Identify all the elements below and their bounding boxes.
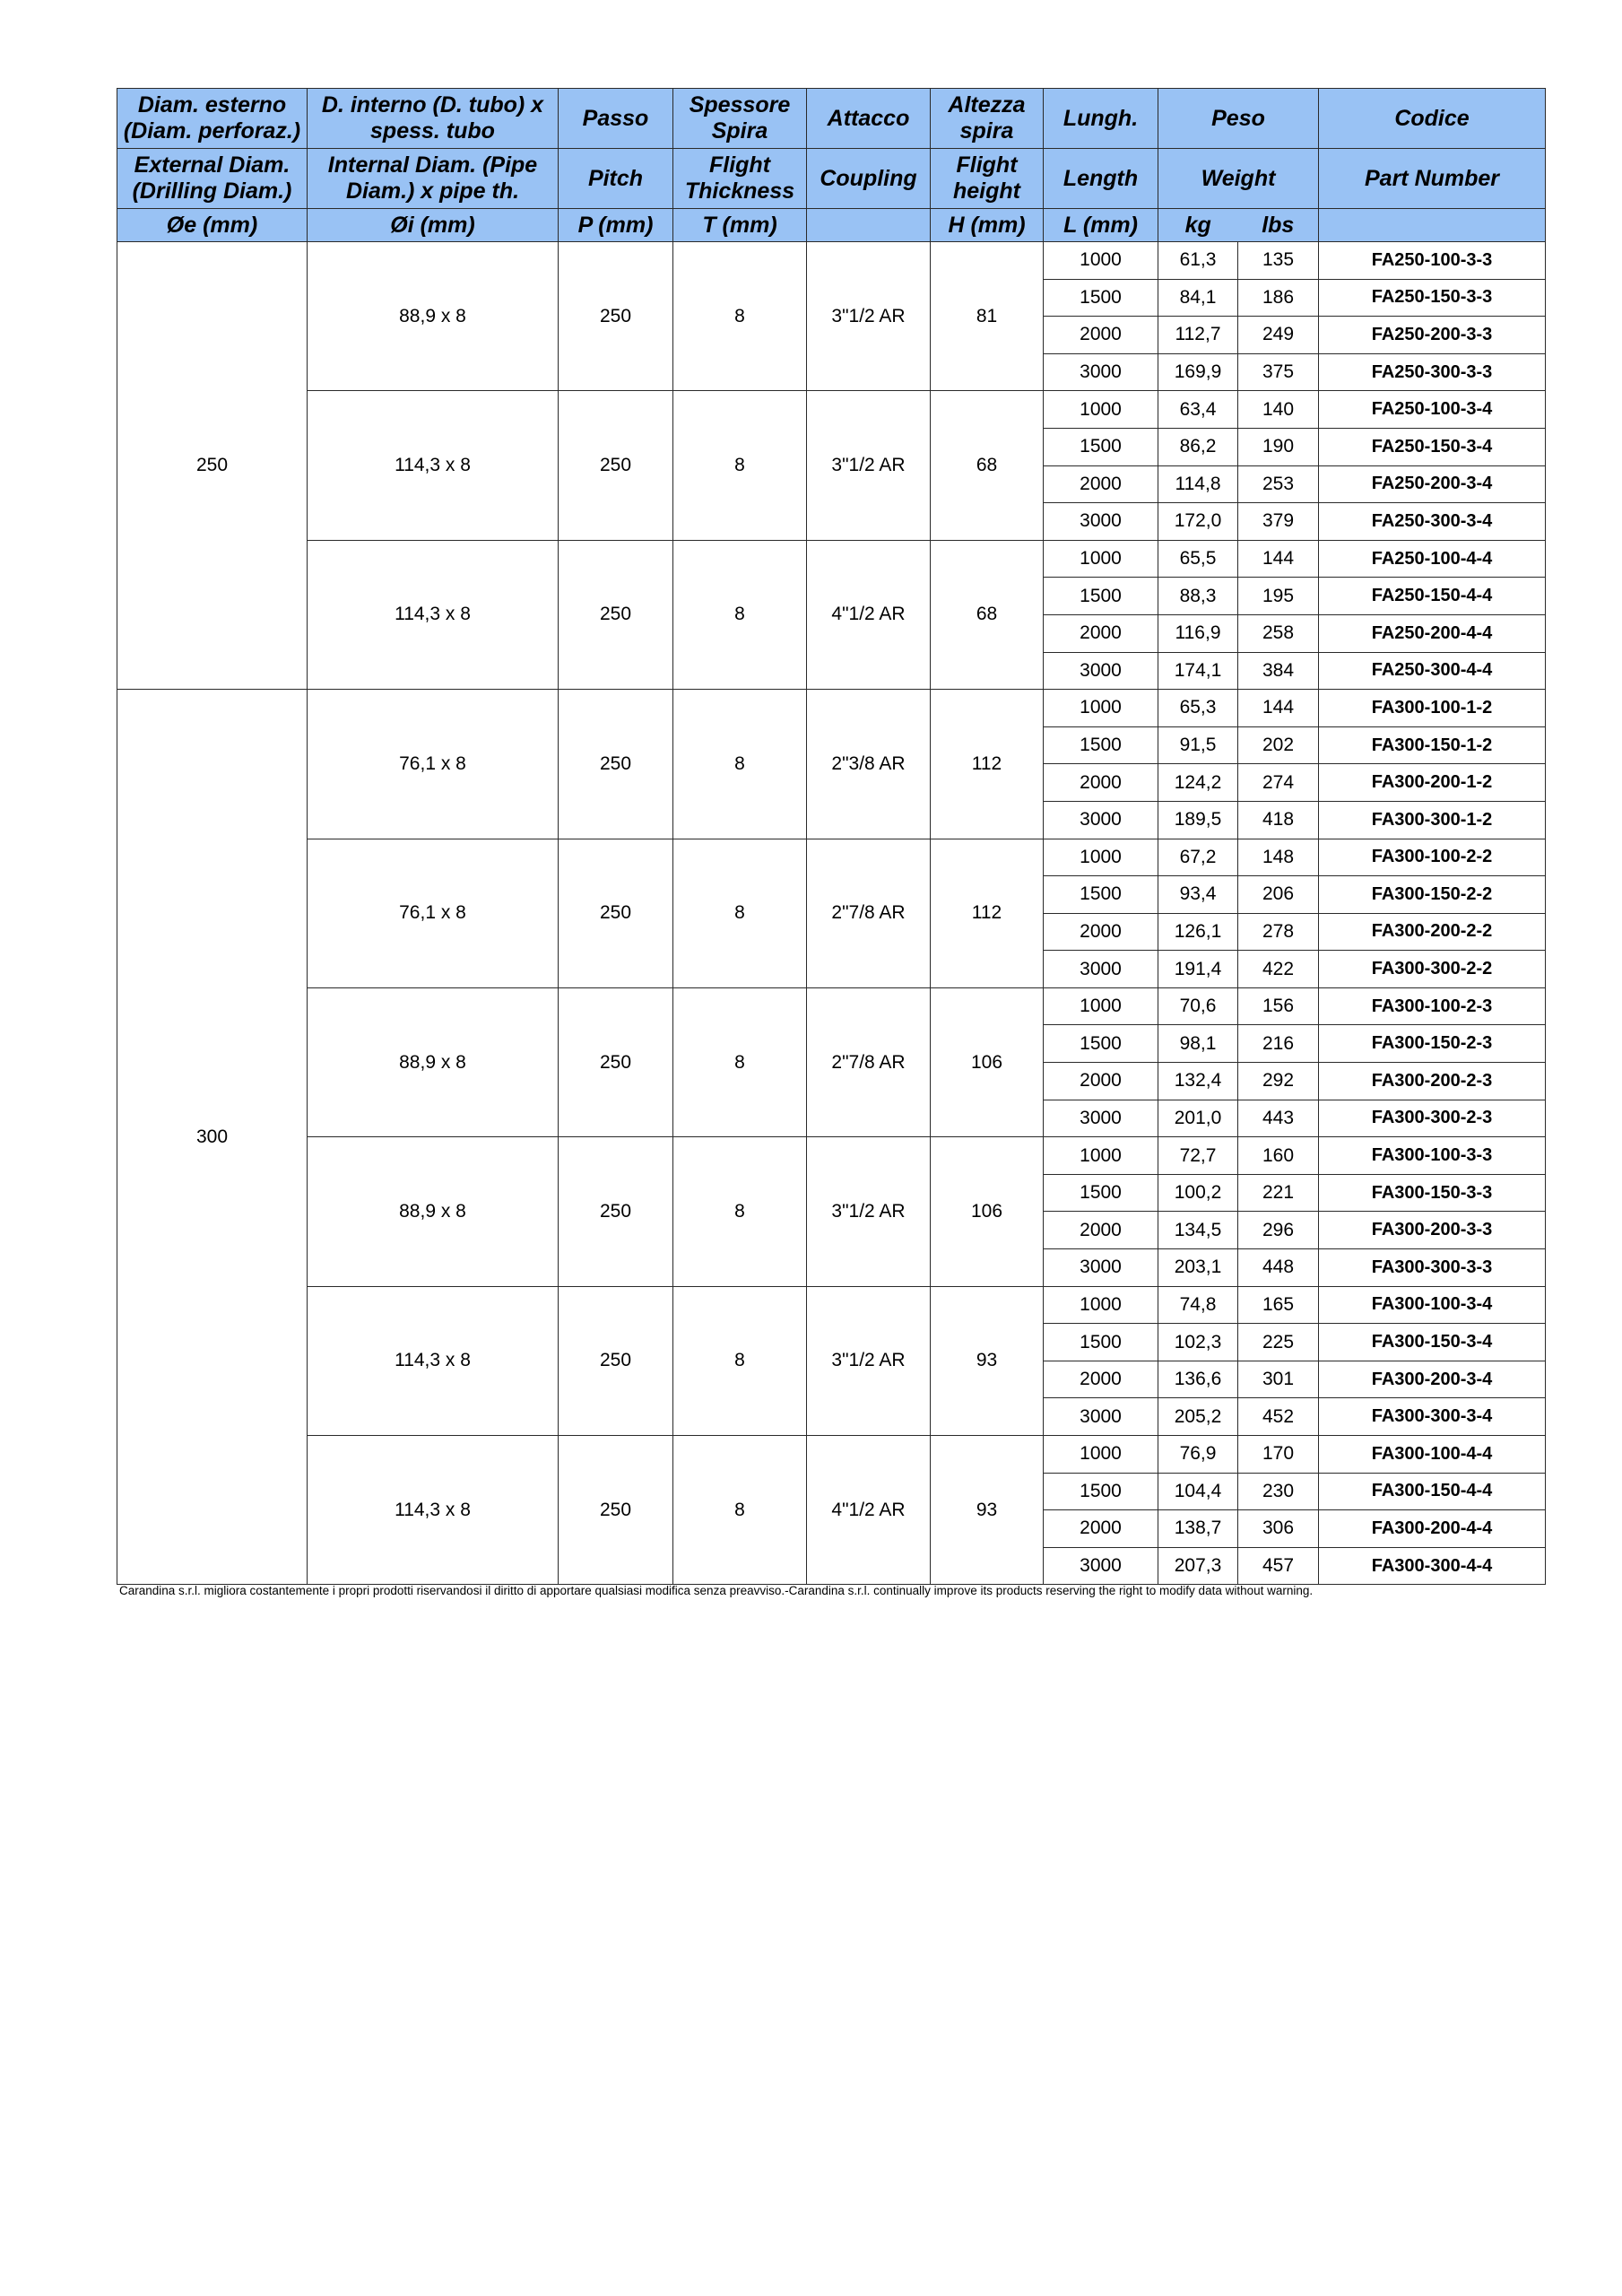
product-spec-table	[117, 88, 1546, 1585]
cell-part-number: FA250-200-3-3	[1319, 317, 1546, 354]
cell-part-number: FA250-150-4-4	[1319, 578, 1546, 615]
cell-weight-lbs: 249	[1238, 317, 1319, 354]
cell-part-number: FA300-300-2-3	[1319, 1100, 1546, 1137]
header-length-it: Lungh.	[1044, 89, 1158, 149]
cell-length: 1500	[1044, 1174, 1158, 1212]
header-length-en: Length	[1044, 149, 1158, 209]
cell-height: 81	[931, 242, 1044, 391]
cell-length: 2000	[1044, 1361, 1158, 1398]
table-row	[117, 1286, 1546, 1324]
header-height-en: Flight height	[931, 149, 1044, 209]
cell-weight-lbs: 144	[1238, 690, 1319, 727]
cell-weight-kg: 100,2	[1158, 1174, 1238, 1212]
cell-pitch: 250	[559, 987, 673, 1136]
cell-height: 93	[931, 1436, 1044, 1585]
header-code-en: Part Number	[1319, 149, 1546, 209]
cell-weight-lbs: 186	[1238, 279, 1319, 317]
cell-thickness: 8	[673, 1137, 807, 1286]
cell-length: 1000	[1044, 391, 1158, 429]
cell-weight-lbs: 195	[1238, 578, 1319, 615]
cell-length: 3000	[1044, 1249, 1158, 1287]
cell-length: 3000	[1044, 353, 1158, 391]
cell-part-number: FA300-150-4-4	[1319, 1473, 1546, 1510]
cell-int-diam: 76,1 x 8	[308, 690, 559, 839]
unit-weight-lbs: lbs	[1238, 209, 1319, 242]
cell-part-number: FA300-100-4-4	[1319, 1436, 1546, 1474]
cell-part-number: FA300-100-1-2	[1319, 690, 1546, 727]
cell-int-diam: 114,3 x 8	[308, 1286, 559, 1435]
cell-part-number: FA300-300-1-2	[1319, 801, 1546, 839]
cell-thickness: 8	[673, 540, 807, 689]
cell-length: 2000	[1044, 764, 1158, 802]
cell-length: 3000	[1044, 652, 1158, 690]
cell-part-number: FA300-100-3-3	[1319, 1137, 1546, 1175]
cell-length: 2000	[1044, 317, 1158, 354]
unit-height: H (mm)	[931, 209, 1044, 242]
cell-int-diam: 88,9 x 8	[308, 242, 559, 391]
cell-weight-kg: 132,4	[1158, 1063, 1238, 1100]
cell-weight-kg: 84,1	[1158, 279, 1238, 317]
cell-part-number: FA300-300-3-3	[1319, 1249, 1546, 1287]
cell-int-diam: 88,9 x 8	[308, 987, 559, 1136]
cell-height: 68	[931, 391, 1044, 540]
cell-thickness: 8	[673, 690, 807, 839]
cell-part-number: FA250-100-4-4	[1319, 540, 1546, 578]
cell-weight-kg: 116,9	[1158, 614, 1238, 652]
header-row-english	[117, 149, 1546, 209]
cell-part-number: FA300-200-2-2	[1319, 913, 1546, 951]
cell-length: 1500	[1044, 1025, 1158, 1063]
header-weight-it: Peso	[1158, 89, 1319, 149]
unit-code	[1319, 209, 1546, 242]
cell-weight-kg: 203,1	[1158, 1249, 1238, 1287]
cell-weight-kg: 63,4	[1158, 391, 1238, 429]
cell-length: 3000	[1044, 801, 1158, 839]
cell-weight-lbs: 418	[1238, 801, 1319, 839]
cell-weight-lbs: 165	[1238, 1286, 1319, 1324]
cell-length: 2000	[1044, 614, 1158, 652]
cell-part-number: FA300-100-2-2	[1319, 839, 1546, 876]
header-thickness-it: Spessore Spira	[673, 89, 807, 149]
cell-weight-lbs: 375	[1238, 353, 1319, 391]
cell-height: 93	[931, 1286, 1044, 1435]
cell-weight-kg: 136,6	[1158, 1361, 1238, 1398]
cell-part-number: FA300-200-2-3	[1319, 1063, 1546, 1100]
cell-length: 2000	[1044, 465, 1158, 503]
unit-thickness: T (mm)	[673, 209, 807, 242]
cell-weight-lbs: 258	[1238, 614, 1319, 652]
cell-weight-kg: 191,4	[1158, 951, 1238, 988]
cell-height: 68	[931, 540, 1044, 689]
cell-part-number: FA250-200-4-4	[1319, 614, 1546, 652]
cell-length: 3000	[1044, 1100, 1158, 1137]
cell-weight-lbs: 140	[1238, 391, 1319, 429]
cell-part-number: FA300-150-2-2	[1319, 876, 1546, 914]
cell-pitch: 250	[559, 1137, 673, 1286]
header-code-it: Codice	[1319, 89, 1546, 149]
header-coupling-en: Coupling	[807, 149, 931, 209]
cell-weight-kg: 126,1	[1158, 913, 1238, 951]
cell-length: 1500	[1044, 279, 1158, 317]
unit-pitch: P (mm)	[559, 209, 673, 242]
cell-int-diam: 114,3 x 8	[308, 1436, 559, 1585]
cell-int-diam: 76,1 x 8	[308, 839, 559, 987]
unit-weight-kg: kg	[1158, 209, 1238, 242]
cell-part-number: FA250-100-3-3	[1319, 242, 1546, 280]
cell-weight-kg: 138,7	[1158, 1510, 1238, 1548]
cell-height: 106	[931, 987, 1044, 1136]
cell-weight-lbs: 221	[1238, 1174, 1319, 1212]
cell-coupling: 2"3/8 AR	[807, 690, 931, 839]
cell-weight-kg: 114,8	[1158, 465, 1238, 503]
cell-length: 1500	[1044, 1324, 1158, 1361]
cell-pitch: 250	[559, 839, 673, 987]
cell-length: 3000	[1044, 951, 1158, 988]
cell-weight-kg: 93,4	[1158, 876, 1238, 914]
table-row	[117, 1436, 1546, 1474]
cell-length: 3000	[1044, 1398, 1158, 1436]
cell-length: 2000	[1044, 1510, 1158, 1548]
cell-part-number: FA300-200-3-4	[1319, 1361, 1546, 1398]
cell-int-diam: 114,3 x 8	[308, 391, 559, 540]
cell-coupling: 4"1/2 AR	[807, 540, 931, 689]
cell-weight-kg: 201,0	[1158, 1100, 1238, 1137]
cell-coupling: 3"1/2 AR	[807, 391, 931, 540]
cell-weight-kg: 72,7	[1158, 1137, 1238, 1175]
cell-coupling: 3"1/2 AR	[807, 242, 931, 391]
cell-length: 1000	[1044, 987, 1158, 1025]
table-header	[117, 89, 1546, 242]
cell-thickness: 8	[673, 839, 807, 987]
cell-weight-kg: 169,9	[1158, 353, 1238, 391]
cell-length: 1500	[1044, 726, 1158, 764]
cell-weight-lbs: 274	[1238, 764, 1319, 802]
unit-length: L (mm)	[1044, 209, 1158, 242]
cell-length: 1000	[1044, 690, 1158, 727]
cell-length: 1000	[1044, 1436, 1158, 1474]
header-coupling-it: Attacco	[807, 89, 931, 149]
cell-weight-kg: 124,2	[1158, 764, 1238, 802]
cell-weight-lbs: 443	[1238, 1100, 1319, 1137]
cell-weight-kg: 61,3	[1158, 242, 1238, 280]
unit-int-diam: Øi (mm)	[308, 209, 559, 242]
cell-height: 112	[931, 839, 1044, 987]
table-row	[117, 987, 1546, 1025]
cell-weight-kg: 91,5	[1158, 726, 1238, 764]
cell-length: 3000	[1044, 503, 1158, 541]
header-int-diam-en: Internal Diam. (Pipe Diam.) x pipe th.	[308, 149, 559, 209]
header-row-italian	[117, 89, 1546, 149]
cell-weight-kg: 104,4	[1158, 1473, 1238, 1510]
cell-weight-lbs: 452	[1238, 1398, 1319, 1436]
cell-weight-lbs: 457	[1238, 1547, 1319, 1585]
header-pitch-en: Pitch	[559, 149, 673, 209]
cell-part-number: FA250-300-3-3	[1319, 353, 1546, 391]
cell-weight-kg: 189,5	[1158, 801, 1238, 839]
cell-weight-lbs: 148	[1238, 839, 1319, 876]
cell-weight-kg: 205,2	[1158, 1398, 1238, 1436]
table-row	[117, 242, 1546, 280]
cell-weight-kg: 76,9	[1158, 1436, 1238, 1474]
cell-weight-lbs: 448	[1238, 1249, 1319, 1287]
cell-height: 106	[931, 1137, 1044, 1286]
cell-weight-lbs: 225	[1238, 1324, 1319, 1361]
cell-weight-lbs: 296	[1238, 1212, 1319, 1249]
header-thickness-en: Flight Thickness	[673, 149, 807, 209]
cell-height: 112	[931, 690, 1044, 839]
cell-weight-kg: 74,8	[1158, 1286, 1238, 1324]
cell-length: 2000	[1044, 913, 1158, 951]
cell-weight-kg: 88,3	[1158, 578, 1238, 615]
header-ext-diam-it: Diam. esterno (Diam. perforaz.)	[117, 89, 308, 149]
cell-part-number: FA300-150-3-3	[1319, 1174, 1546, 1212]
cell-thickness: 8	[673, 1436, 807, 1585]
table-row	[117, 690, 1546, 727]
cell-weight-lbs: 379	[1238, 503, 1319, 541]
cell-length: 3000	[1044, 1547, 1158, 1585]
cell-length: 1000	[1044, 1137, 1158, 1175]
cell-length: 1000	[1044, 242, 1158, 280]
cell-weight-kg: 172,0	[1158, 503, 1238, 541]
cell-thickness: 8	[673, 242, 807, 391]
cell-weight-lbs: 422	[1238, 951, 1319, 988]
cell-pitch: 250	[559, 242, 673, 391]
disclaimer-text: Carandina s.r.l. migliora costantemente i propri prodotti riservandosi il diritto di apportare qualsiasi modifica senza preavviso.-Carandina s.r.l. continually improve its products reserving the right to modify data without warning.	[119, 1584, 1314, 1597]
cell-weight-kg: 102,3	[1158, 1324, 1238, 1361]
cell-weight-lbs: 135	[1238, 242, 1319, 280]
table-row	[117, 1137, 1546, 1175]
cell-coupling: 2"7/8 AR	[807, 987, 931, 1136]
cell-pitch: 250	[559, 540, 673, 689]
cell-coupling: 3"1/2 AR	[807, 1286, 931, 1435]
cell-weight-lbs: 230	[1238, 1473, 1319, 1510]
cell-length: 1000	[1044, 1286, 1158, 1324]
cell-part-number: FA250-200-3-4	[1319, 465, 1546, 503]
cell-weight-lbs: 170	[1238, 1436, 1319, 1474]
cell-part-number: FA300-200-1-2	[1319, 764, 1546, 802]
table-row	[117, 839, 1546, 876]
cell-part-number: FA250-100-3-4	[1319, 391, 1546, 429]
cell-weight-lbs: 156	[1238, 987, 1319, 1025]
cell-weight-lbs: 253	[1238, 465, 1319, 503]
cell-coupling: 2"7/8 AR	[807, 839, 931, 987]
header-weight-en: Weight	[1158, 149, 1319, 209]
cell-part-number: FA300-200-3-3	[1319, 1212, 1546, 1249]
cell-part-number: FA300-150-2-3	[1319, 1025, 1546, 1063]
cell-weight-lbs: 384	[1238, 652, 1319, 690]
cell-weight-kg: 112,7	[1158, 317, 1238, 354]
cell-length: 1500	[1044, 876, 1158, 914]
cell-weight-kg: 134,5	[1158, 1212, 1238, 1249]
cell-weight-lbs: 306	[1238, 1510, 1319, 1548]
cell-thickness: 8	[673, 987, 807, 1136]
cell-part-number: FA300-150-3-4	[1319, 1324, 1546, 1361]
cell-part-number: FA300-300-4-4	[1319, 1547, 1546, 1585]
cell-pitch: 250	[559, 1286, 673, 1435]
cell-weight-kg: 65,3	[1158, 690, 1238, 727]
cell-length: 1500	[1044, 578, 1158, 615]
cell-part-number: FA300-150-1-2	[1319, 726, 1546, 764]
cell-pitch: 250	[559, 391, 673, 540]
cell-weight-kg: 98,1	[1158, 1025, 1238, 1063]
header-pitch-it: Passo	[559, 89, 673, 149]
cell-thickness: 8	[673, 1286, 807, 1435]
cell-part-number: FA250-300-3-4	[1319, 503, 1546, 541]
cell-weight-lbs: 160	[1238, 1137, 1319, 1175]
cell-part-number: FA250-150-3-4	[1319, 428, 1546, 465]
cell-length: 1500	[1044, 428, 1158, 465]
cell-length: 1000	[1044, 839, 1158, 876]
cell-pitch: 250	[559, 690, 673, 839]
cell-int-diam: 88,9 x 8	[308, 1137, 559, 1286]
cell-ext-diam: 300	[117, 690, 308, 1585]
header-row-units	[117, 209, 1546, 242]
cell-part-number: FA300-300-2-2	[1319, 951, 1546, 988]
cell-weight-lbs: 216	[1238, 1025, 1319, 1063]
table-row	[117, 540, 1546, 578]
cell-length: 2000	[1044, 1063, 1158, 1100]
cell-weight-kg: 86,2	[1158, 428, 1238, 465]
cell-int-diam: 114,3 x 8	[308, 540, 559, 689]
header-ext-diam-en: External Diam. (Drilling Diam.)	[117, 149, 308, 209]
cell-part-number: FA300-100-2-3	[1319, 987, 1546, 1025]
cell-weight-kg: 174,1	[1158, 652, 1238, 690]
cell-part-number: FA250-300-4-4	[1319, 652, 1546, 690]
cell-weight-lbs: 190	[1238, 428, 1319, 465]
table-body	[117, 242, 1546, 1585]
cell-pitch: 250	[559, 1436, 673, 1585]
cell-weight-lbs: 206	[1238, 876, 1319, 914]
cell-part-number: FA300-100-3-4	[1319, 1286, 1546, 1324]
unit-coupling	[807, 209, 931, 242]
header-height-it: Altezza spira	[931, 89, 1044, 149]
cell-thickness: 8	[673, 391, 807, 540]
cell-weight-lbs: 301	[1238, 1361, 1319, 1398]
cell-weight-kg: 65,5	[1158, 540, 1238, 578]
cell-weight-kg: 67,2	[1158, 839, 1238, 876]
cell-weight-kg: 207,3	[1158, 1547, 1238, 1585]
cell-weight-kg: 70,6	[1158, 987, 1238, 1025]
table-row	[117, 391, 1546, 429]
cell-part-number: FA300-300-3-4	[1319, 1398, 1546, 1436]
header-int-diam-it: D. interno (D. tubo) x spess. tubo	[308, 89, 559, 149]
unit-ext-diam: Øe (mm)	[117, 209, 308, 242]
cell-length: 1000	[1044, 540, 1158, 578]
cell-length: 2000	[1044, 1212, 1158, 1249]
cell-weight-lbs: 278	[1238, 913, 1319, 951]
cell-coupling: 3"1/2 AR	[807, 1137, 931, 1286]
cell-part-number: FA300-200-4-4	[1319, 1510, 1546, 1548]
cell-weight-lbs: 144	[1238, 540, 1319, 578]
cell-part-number: FA250-150-3-3	[1319, 279, 1546, 317]
cell-coupling: 4"1/2 AR	[807, 1436, 931, 1585]
cell-ext-diam: 250	[117, 242, 308, 690]
cell-weight-lbs: 292	[1238, 1063, 1319, 1100]
cell-length: 1500	[1044, 1473, 1158, 1510]
cell-weight-lbs: 202	[1238, 726, 1319, 764]
